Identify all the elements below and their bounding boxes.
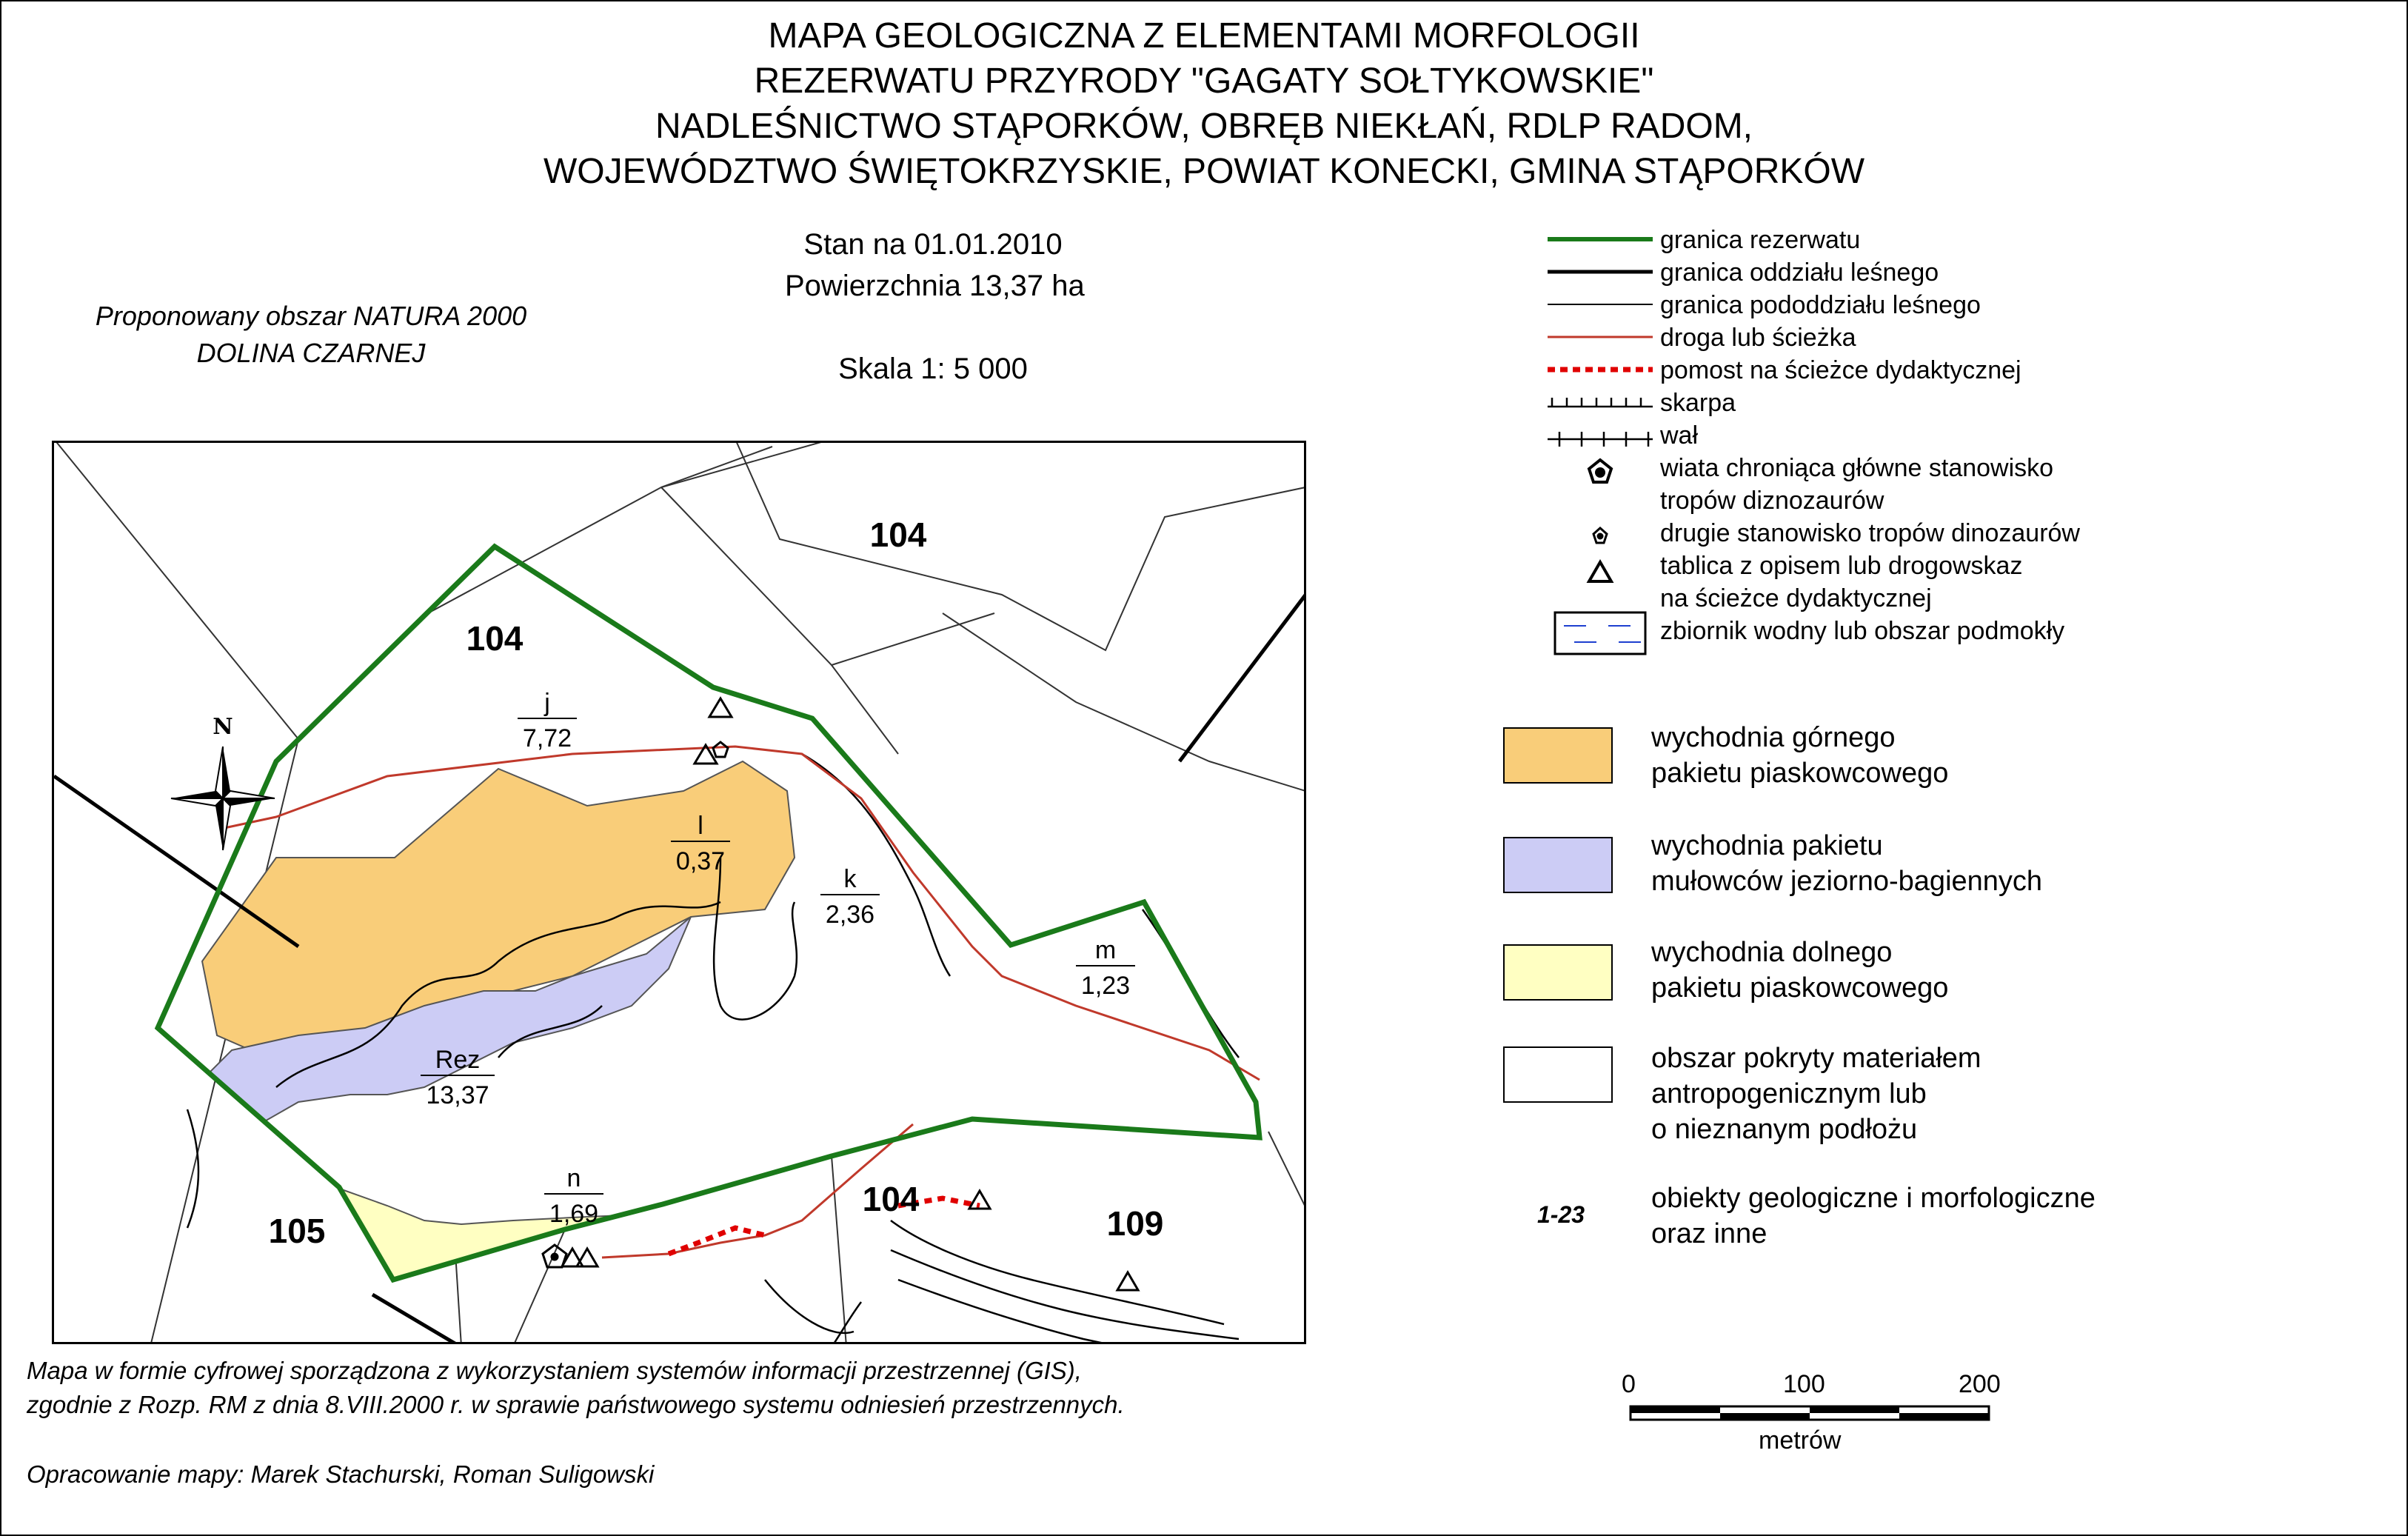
legend-area-line: pakietu piaskowcowego [1651,758,1949,789]
title-line-2: REZERWATU PRZYRODY "GAGATY SOŁTYKOWSKIE" [754,61,1654,101]
status-date: Stan na 01.01.2010 [803,228,1063,261]
trackway-icon [713,742,728,757]
geological-map [54,443,1306,1344]
scalebar-unit: metrów [1759,1426,1842,1455]
footer-line-2: zgodnie z Rozp. RM z dnia 8.VIII.2000 r. w sprawie państwowego systemu odniesień przestrzennych. [27,1391,1125,1418]
subdivision-name: n [566,1164,581,1192]
legend-area-line: pakietu piaskowcowego [1651,972,1949,1004]
area-value: Powierzchnia 13,37 ha [785,270,1085,302]
legend-label: wał [1660,421,1699,450]
subdivision-area: 7,72 [522,724,572,752]
boardwalk [669,1228,765,1254]
subdivision-name: Rez [435,1046,481,1074]
legend-board-icon [1589,562,1611,581]
legend-label: na ścieżce dydaktycznej [1660,584,1932,612]
legend-label: tablica z opisem lub drogowskaz [1660,552,2023,580]
map-title [0,13,2408,194]
legend-label: zbiornik wodny lub obszar podmokły [1660,617,2065,645]
legend-embankment-symbol [1548,432,1653,447]
legend-area-line: wychodnia dolnego [1651,937,1893,968]
legend-area-label [1651,720,1948,791]
map-frame [52,441,1306,1344]
title-line-4: WOJEWÓDZTWO ŚWIĘTOKRZYSKIE, POWIAT KONECKI, GMINA STĄPORKÓW [543,152,1865,191]
legend-objects-label [1651,1181,2096,1252]
scale-value: Skala 1: 5 000 [838,353,1028,385]
subdivision-area: 13,37 [426,1081,489,1109]
legend-area-line: mułowców jeziorno-bagiennych [1651,866,2043,897]
lower-sandstone-area [187,1176,854,1344]
legend-swatch [1503,837,1613,893]
compass-north-label: N [213,714,233,740]
legend-shelter-icon [1589,460,1611,482]
legend-objects-line: obiekty geologiczne i morfologiczne [1651,1183,2096,1214]
legend-label: tropów diznozaurów [1660,487,1884,515]
legend-objects-symbol: 1-23 [1537,1201,1585,1228]
legend-label: granica pododdziału leśnego [1660,291,1981,319]
legend-swatch [1503,727,1613,784]
subdivision-area: 1,23 [1080,972,1131,1000]
legend-area-line: wychodnia pakietu [1651,830,1883,861]
natura-line-1: Proponowany obszar NATURA 2000 [95,301,527,331]
subdivision-name: k [843,865,857,893]
legend-area-line: antropogenicznym lub [1651,1078,1927,1109]
compartment-label: 104 [862,1180,920,1218]
subdivision-area: 2,36 [825,901,875,929]
scalebar [1629,1402,1999,1424]
scalebar-tick-200: 200 [1959,1370,2001,1398]
legend-label: wiata chroniąca główne stanowisko [1660,454,2054,482]
legend-water-icon [1555,612,1645,654]
legend-label: drugie stanowisko tropów dinozaurów [1660,519,2080,547]
legend-label: pomost na ścieżce dydaktycznej [1660,356,2021,384]
legend-label: droga lub ścieżka [1660,324,1856,352]
legend-line-symbols [1545,226,1656,663]
shelter-dot-icon [552,1254,558,1260]
legend-objects-line: oraz inne [1651,1218,1767,1249]
legend-swatch [1503,944,1613,1001]
board-icon-1 [709,698,732,717]
legend-area-line: obszar pokryty materiałem [1651,1043,1981,1074]
scalebar-tick-0: 0 [1622,1370,1636,1398]
scalebar-tick-100: 100 [1783,1370,1825,1398]
geology-areas [187,761,854,1344]
legend-swatch [1503,1046,1613,1103]
legend-trackway-icon [1593,528,1607,543]
footer-authors: Opracowanie mapy: Marek Stachurski, Roman Suligowski [27,1460,655,1488]
footer-line-1: Mapa w formie cyfrowej sporządzona z wykorzystaniem systemów informacji przestrzennej (GIS), [27,1357,1082,1384]
compartment-label: 104 [466,619,524,658]
compartment-label: 109 [1106,1204,1164,1243]
legend-area-line: o nieznanym podłożu [1651,1114,1918,1145]
subdivision-area: 0,37 [675,847,726,875]
natura-line-2: DOLINA CZARNEJ [196,338,426,368]
subdivision-area: 1,69 [549,1200,599,1228]
subdivision-name: j [544,689,550,717]
legend-label: skarpa [1660,389,1736,417]
legend-label: granica rezerwatu [1660,226,1861,254]
compass-rose-icon [171,747,275,850]
board-icon-5 [969,1191,990,1209]
compartment-label: 104 [869,515,927,554]
natura-block [30,298,592,372]
legend-area-label [1651,1041,1981,1147]
title-line-1: MAPA GEOLOGICZNA Z ELEMENTAMI MORFOLOGII [768,16,1640,56]
title-line-3: NADLEŚNICTWO STĄPORKÓW, OBRĘB NIEKŁAŃ, RDLP RADOM, [655,107,1753,146]
subdivision-name: m [1094,936,1117,964]
info-block [785,224,1085,390]
legend-area-label [1651,828,2042,899]
legend-area-line: wychodnia górnego [1651,722,1896,753]
compartment-label: 105 [268,1212,326,1250]
legend-area-label [1651,935,1948,1006]
subdivision-name: l [698,812,703,840]
legend-label: granica oddziału leśnego [1660,258,1939,287]
board-icon-6 [1117,1272,1138,1290]
legend-scarp-symbol [1548,398,1653,407]
